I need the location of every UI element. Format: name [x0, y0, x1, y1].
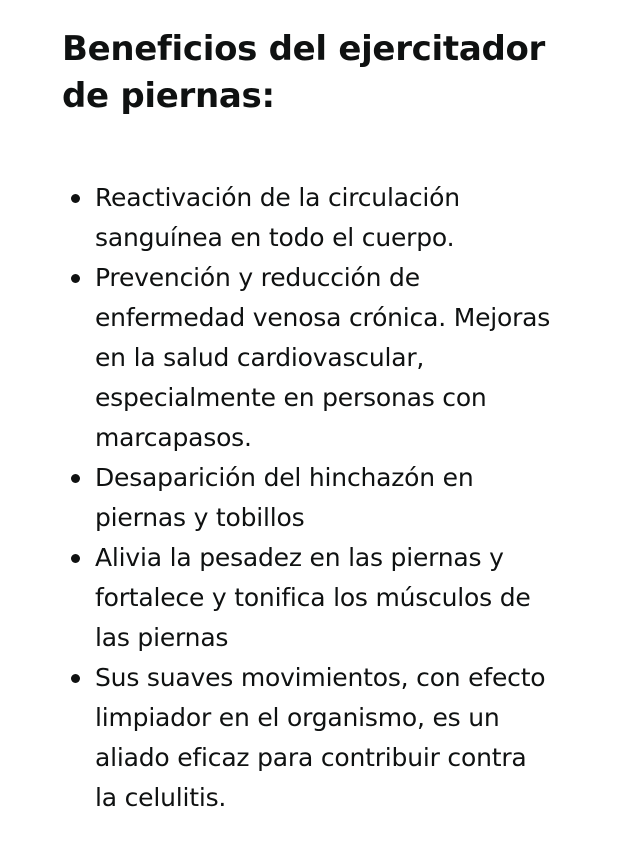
- bullet-icon: [71, 194, 80, 203]
- list-item-text: aliado eficaz para contribuir contra: [95, 743, 527, 772]
- bullet-icon: [71, 474, 80, 483]
- benefits-list: [62, 178, 602, 818]
- list-item-text: piernas y tobillos: [95, 503, 305, 532]
- list-item-text: marcapasos.: [95, 423, 252, 452]
- list-item-text: limpiador en el organismo, es un: [95, 703, 500, 732]
- bullet-icon: [71, 554, 80, 563]
- list-item-text: enfermedad venosa crónica. Mejoras: [95, 303, 551, 332]
- list-item-text: en la salud cardiovascular,: [95, 343, 425, 372]
- list-item-text: especialmente en personas con: [95, 383, 487, 412]
- list-item-text: Alivia la pesadez en las piernas y: [95, 543, 504, 572]
- bullet-icon: [71, 274, 80, 283]
- list-item-text: Prevención y reducción de: [95, 263, 420, 292]
- list-item-text: Reactivación de la circulación: [95, 183, 460, 212]
- document-content: [62, 26, 622, 812]
- page-title: [62, 26, 622, 120]
- list-item-text: la celulitis.: [95, 783, 227, 812]
- list-item-text: sanguínea en todo el cuerpo.: [95, 223, 455, 252]
- list-item-text: Desaparición del hinchazón en: [95, 463, 474, 492]
- list-item: [62, 258, 602, 458]
- title-line-2: de piernas:: [62, 76, 275, 116]
- bullet-icon: [71, 674, 80, 683]
- title-line-1: Beneficios del ejercitador: [62, 29, 546, 69]
- list-item-text: fortalece y tonifica los músculos de: [95, 583, 531, 612]
- list-item: [62, 178, 602, 258]
- list-item: [62, 538, 602, 658]
- list-item: [62, 658, 602, 818]
- list-item-text: las piernas: [95, 623, 229, 652]
- list-item-text: Sus suaves movimientos, con efecto: [95, 663, 546, 692]
- list-item: [62, 458, 602, 538]
